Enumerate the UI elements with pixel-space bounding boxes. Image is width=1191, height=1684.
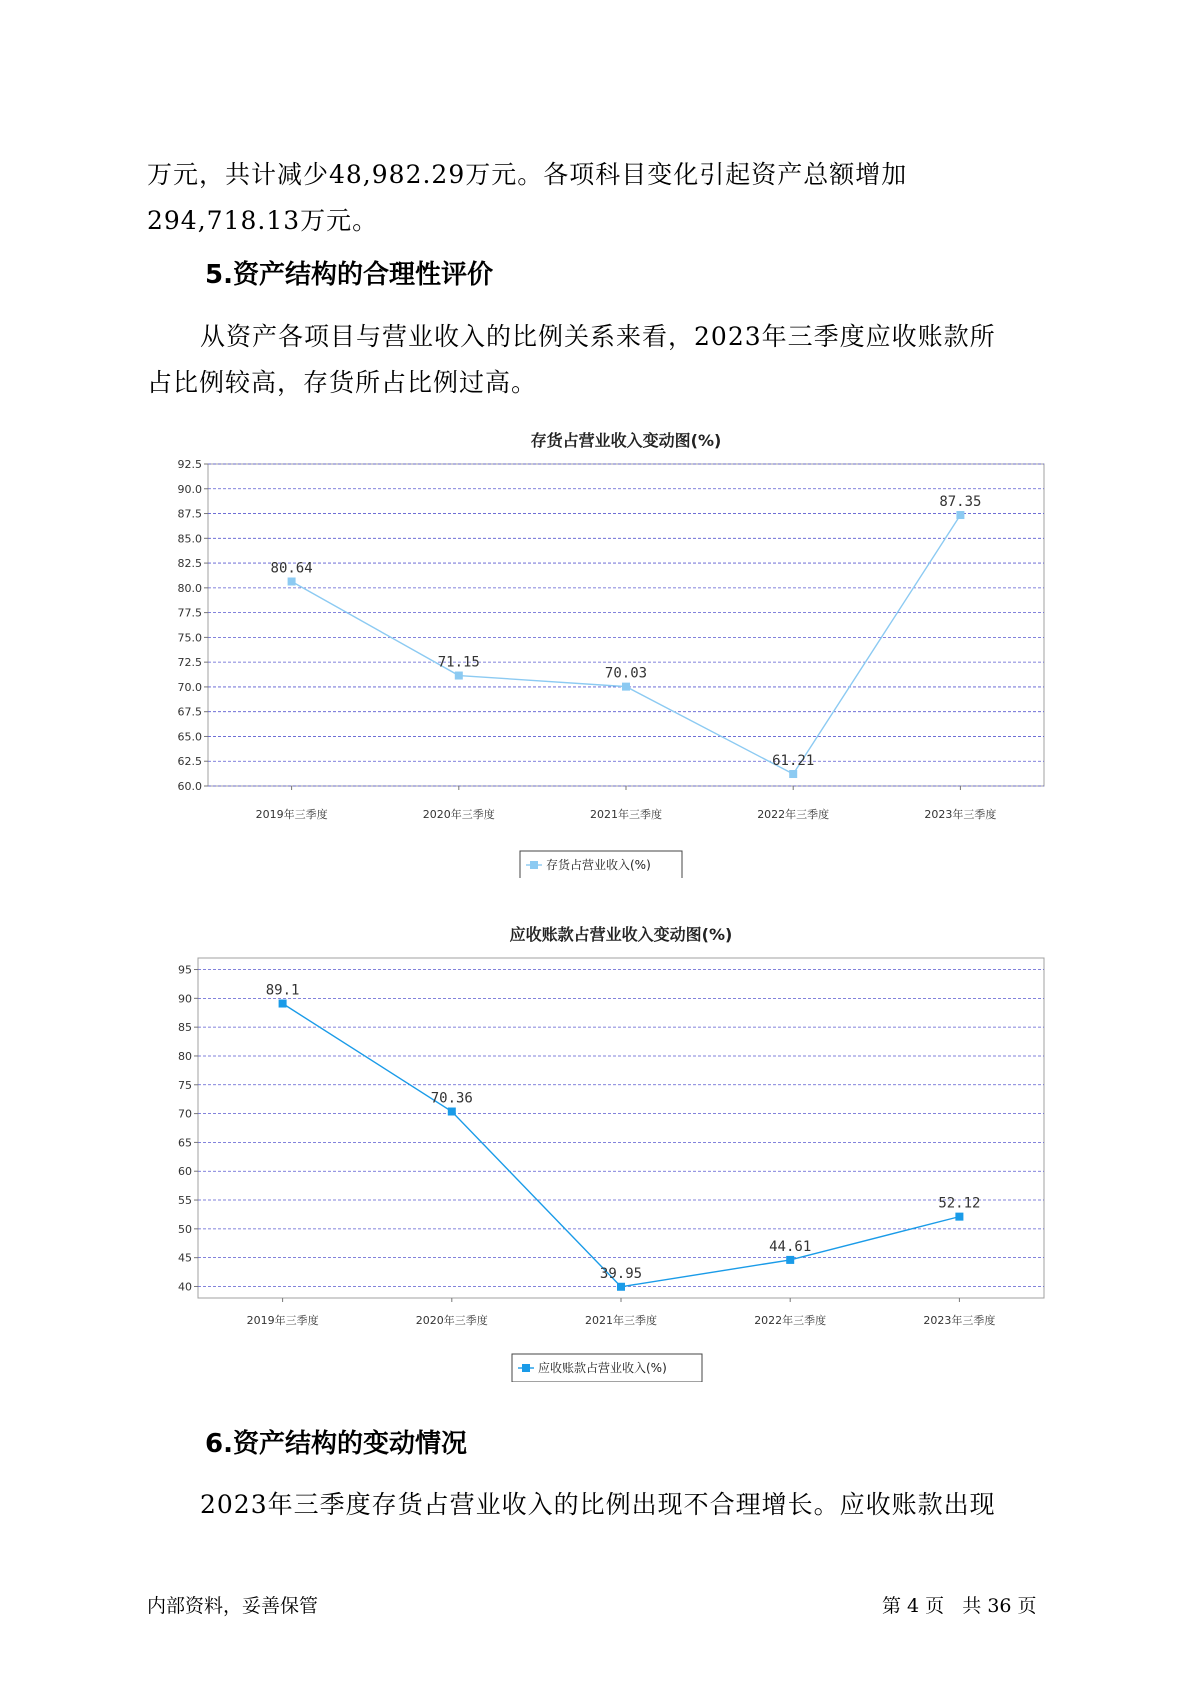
inventory-data-label: 80.64 bbox=[270, 560, 313, 577]
receivables-x-tick-label: 2021年三季度 bbox=[585, 1314, 657, 1327]
paragraph-1-line-1: 万元，共计减少48,982.29万元。各项科目变化引起资产总额增加 bbox=[147, 160, 908, 189]
receivables-y-tick-label: 45 bbox=[178, 1251, 192, 1265]
receivables-data-point bbox=[448, 1108, 456, 1116]
receivables-data-point bbox=[279, 1000, 287, 1008]
receivables-x-tick-label: 2023年三季度 bbox=[923, 1314, 996, 1327]
receivables-x-tick-label: 2020年三季度 bbox=[415, 1314, 488, 1327]
inventory-y-tick-label: 60.0 bbox=[177, 780, 202, 793]
receivables-y-tick-label: 85 bbox=[178, 1021, 192, 1035]
receivables-y-tick-label: 70 bbox=[178, 1107, 192, 1121]
inventory-ratio-chart-svg bbox=[150, 428, 1050, 878]
inventory-y-tick-label: 90.0 bbox=[177, 482, 202, 496]
receivables-legend-label: 应收账款占营业收入(%) bbox=[538, 1361, 667, 1375]
inventory-legend-label: 存货占营业收入(%) bbox=[546, 858, 651, 872]
receivables-x-tick-label: 2022年三季度 bbox=[754, 1314, 827, 1327]
inventory-y-tick-label: 75.0 bbox=[177, 631, 202, 645]
inventory-data-point bbox=[622, 683, 630, 691]
inventory-y-tick-label: 80.0 bbox=[177, 581, 202, 595]
receivables-y-tick-label: 50 bbox=[178, 1222, 192, 1236]
inventory-y-tick-label: 87.5 bbox=[177, 507, 202, 521]
receivables-data-label: 39.95 bbox=[599, 1265, 643, 1282]
inventory-y-tick-label: 62.5 bbox=[177, 755, 202, 769]
inventory-data-point bbox=[789, 770, 797, 778]
inventory-x-tick-label: 2021年三季度 bbox=[590, 808, 662, 821]
receivables-y-tick-label: 40 bbox=[178, 1280, 192, 1294]
receivables-legend-marker bbox=[522, 1364, 530, 1372]
receivables-data-label: 70.36 bbox=[430, 1090, 473, 1107]
inventory-x-tick-label: 2022年三季度 bbox=[757, 808, 830, 821]
inventory-legend-marker bbox=[530, 861, 538, 869]
inventory-ratio-chart bbox=[150, 428, 1050, 878]
inventory-y-tick-label: 65.0 bbox=[177, 730, 202, 744]
receivables-data-label: 89.1 bbox=[265, 982, 300, 999]
paragraph-2-line-1: 从资产各项目与营业收入的比例关系来看，2023年三季度应收账款所 bbox=[200, 322, 996, 351]
inventory-y-tick-label: 92.5 bbox=[177, 458, 202, 471]
inventory-x-tick-label: 2023年三季度 bbox=[924, 808, 997, 821]
receivables-ratio-chart-svg bbox=[150, 922, 1050, 1382]
receivables-y-tick-label: 60 bbox=[178, 1165, 192, 1179]
inventory-x-tick-label: 2019年三季度 bbox=[255, 808, 328, 821]
paragraph-2-line-2: 占比例较高，存货所占比例过高。 bbox=[147, 368, 538, 397]
inventory-x-tick-label: 2020年三季度 bbox=[422, 808, 495, 821]
receivables-y-tick-label: 95 bbox=[178, 963, 192, 977]
receivables-plot-area bbox=[198, 958, 1044, 1298]
inventory-data-label: 61.21 bbox=[772, 753, 815, 770]
inventory-data-point bbox=[288, 578, 296, 586]
inventory-data-label: 87.35 bbox=[939, 494, 982, 511]
footer-left: 内部资料，妥善保管 bbox=[147, 1595, 319, 1617]
inventory-chart-title: 存货占营业收入变动图(%) bbox=[530, 431, 722, 450]
receivables-data-point bbox=[955, 1213, 963, 1221]
inventory-y-tick-label: 77.5 bbox=[177, 606, 202, 620]
receivables-data-label: 52.12 bbox=[938, 1195, 981, 1212]
paragraph-1-line-2: 294,718.13万元。 bbox=[147, 206, 379, 235]
receivables-data-label: 44.61 bbox=[769, 1238, 812, 1255]
receivables-y-tick-label: 75 bbox=[178, 1078, 192, 1092]
inventory-data-label: 71.15 bbox=[437, 654, 480, 671]
receivables-y-tick-label: 65 bbox=[178, 1136, 192, 1150]
inventory-y-tick-label: 85.0 bbox=[177, 532, 202, 546]
inventory-y-tick-label: 67.5 bbox=[177, 705, 202, 719]
receivables-chart-title: 应收账款占营业收入变动图(%) bbox=[509, 925, 733, 944]
inventory-y-tick-label: 70.0 bbox=[177, 680, 202, 694]
inventory-y-tick-label: 82.5 bbox=[177, 557, 202, 571]
section-heading-5: 5.资产结构的合理性评价 bbox=[205, 260, 493, 290]
receivables-data-point bbox=[617, 1283, 625, 1291]
receivables-y-tick-label: 90 bbox=[178, 992, 192, 1006]
receivables-x-tick-label: 2019年三季度 bbox=[246, 1314, 319, 1327]
inventory-y-tick-label: 72.5 bbox=[177, 656, 202, 670]
paragraph-3-line-1: 2023年三季度存货占营业收入的比例出现不合理增长。应收账款出现 bbox=[200, 1490, 996, 1519]
receivables-y-tick-label: 55 bbox=[178, 1194, 192, 1208]
section-heading-6: 6.资产结构的变动情况 bbox=[205, 1429, 467, 1459]
inventory-data-point bbox=[455, 672, 463, 680]
inventory-data-point bbox=[956, 511, 964, 519]
receivables-ratio-chart bbox=[150, 922, 1050, 1382]
receivables-y-tick-label: 80 bbox=[178, 1049, 192, 1063]
footer-page-number: 第 4 页 共 36 页 bbox=[882, 1595, 1037, 1617]
inventory-data-label: 70.03 bbox=[604, 665, 648, 682]
inventory-plot-area bbox=[208, 464, 1044, 786]
receivables-data-point bbox=[786, 1256, 794, 1264]
